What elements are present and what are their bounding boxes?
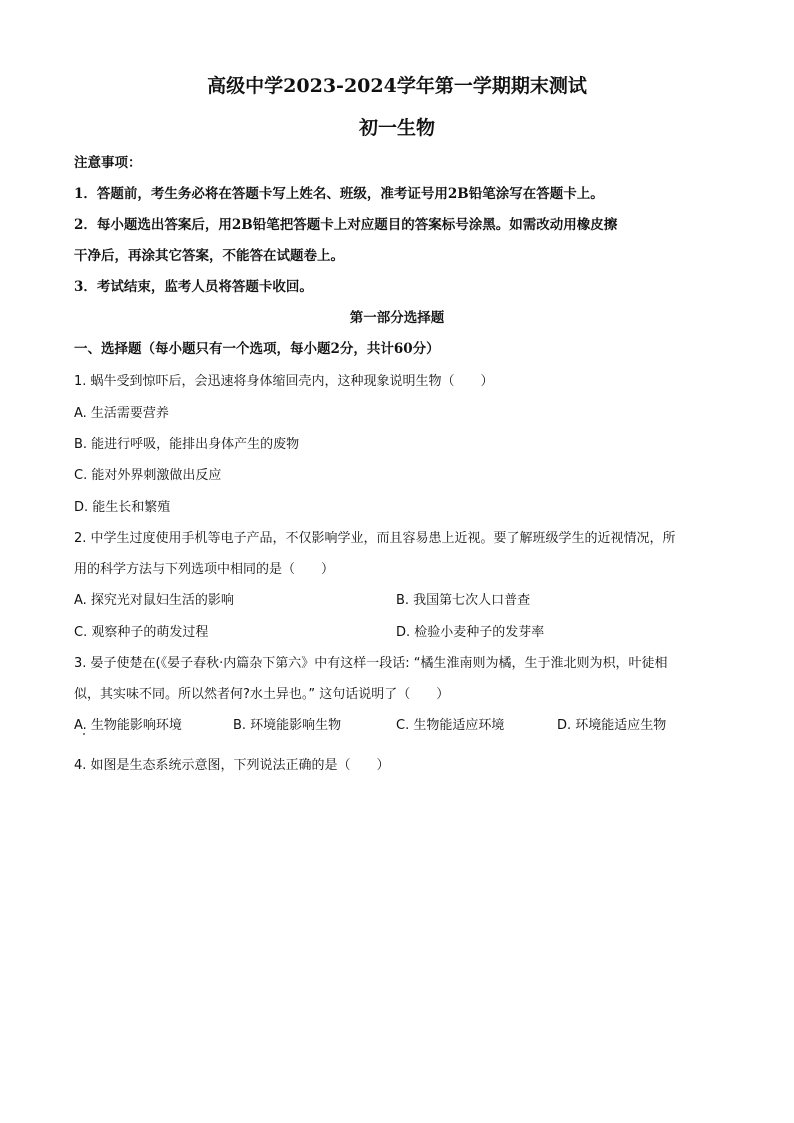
question-2-option-b: B. 我国第七次人口普查	[396, 593, 531, 608]
notice-item-3: 3．考试结束，监考人员将答题卡收回。	[74, 279, 313, 295]
question-2-option-c: C. 观察种子的萌发过程	[74, 625, 209, 640]
notice-item-2: 2．每小题选出答案后，用2B铅笔把答题卡上对应题目的答案标号涂黑。如需改动用橡皮擦	[74, 217, 618, 233]
page-subtitle: 初一生物	[358, 117, 435, 139]
question-3-option-a: A. 生物能影响环境	[74, 718, 182, 733]
question-1-option-b: B. 能进行呼吸，能排出身体产生的废物	[74, 437, 300, 452]
question-2-stem: 2. 中学生过度使用手机等电子产品，不仅影响学业，而且容易患上近视。要了解班级学生的近视情况，所	[74, 531, 676, 546]
question-1-option-d: D. 能生长和繁殖	[74, 500, 171, 515]
notice-item-2-cont: 干净后，再涂其它答案，不能答在试题卷上。	[74, 248, 344, 264]
question-2-option-a: A. 探究光对鼠妇生活的影响	[74, 593, 234, 608]
question-3-stem-cont: 似，其实味不同。所以然者何?水土异也。” 这句话说明了（ ）	[74, 687, 450, 702]
notice-item-1: 1．答题前，考生务必将在答题卡写上姓名、班级，准考证号用2B铅笔涂写在答题卡上。	[74, 186, 604, 202]
question-3-option-c: C. 生物能适应环境	[396, 718, 505, 733]
question-1-option-c: C. 能对外界刺激做出反应	[74, 468, 222, 483]
question-1-option-a: A. 生活需要营养	[74, 406, 169, 421]
stray-mark	[83, 733, 85, 735]
question-3-option-b: B. 环境能影响生物	[233, 718, 342, 733]
question-3-option-d: D. 环境能适应生物	[557, 718, 667, 733]
question-2-option-d: D. 检验小麦种子的发芽率	[396, 625, 545, 640]
question-2-stem-cont: 用的科学方法与下列选项中相同的是（ ）	[74, 562, 335, 577]
part-title: 第一部分选择题	[349, 310, 445, 326]
section-heading: 一、选择题（每小题只有一个选项，每小题2分，共计60分）	[74, 341, 440, 357]
page-title: 高级中学2023-2024学年第一学期期末测试	[207, 75, 587, 97]
question-4-stem: 4. 如图是生态系统示意图，下列说法正确的是（ ）	[74, 758, 390, 773]
question-3-stem: 3. 晏子使楚在(《晏子春秋·内篇杂下第六》中有这样一段话: “橘生淮南则为橘，生于淮北则为枳，叶徒相	[74, 656, 668, 671]
notice-heading: 注意事项：	[74, 155, 142, 171]
question-1-stem: 1. 蜗牛受到惊吓后，会迅速将身体缩回壳内，这种现象说明生物（ ）	[74, 374, 494, 389]
